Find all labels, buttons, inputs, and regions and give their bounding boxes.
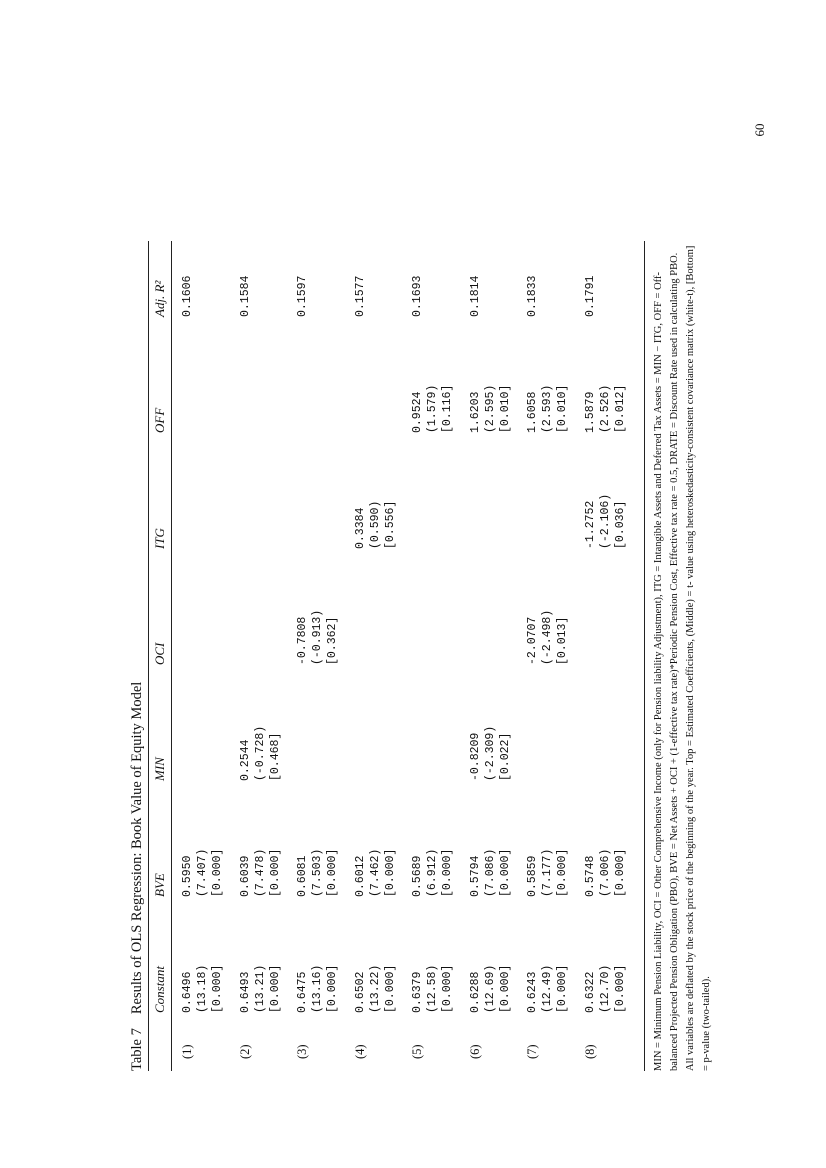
cell-itg <box>525 441 583 557</box>
coefficient: 0.5794 <box>468 855 482 897</box>
cell-bve <box>238 789 296 905</box>
p-value: [0.000] <box>268 964 282 1013</box>
cell-adj-r2 <box>180 241 238 325</box>
p-value: [0.000] <box>211 964 224 1013</box>
coefficient: 0.5748 <box>583 855 597 897</box>
row-id: (8) <box>582 1044 597 1059</box>
t-value: (-2.106) <box>598 493 612 549</box>
cell-min <box>468 673 526 789</box>
cell-itg <box>583 441 641 557</box>
cell-bve <box>180 789 238 905</box>
coefficient: 0.6502 <box>353 971 367 1013</box>
t-value: (2.595) <box>483 384 497 433</box>
t-value: (-0.913) <box>311 609 324 665</box>
t-value: (12.58) <box>426 964 439 1013</box>
coefficient: 1.6203 <box>468 391 482 433</box>
row-id: (2) <box>237 1044 252 1059</box>
table-row <box>468 241 526 1071</box>
p-value: [0.012] <box>613 384 627 433</box>
coefficient: -1.2752 <box>583 500 597 549</box>
p-value: [0.000] <box>326 964 339 1013</box>
header-min: MIN <box>152 757 167 781</box>
row-id: (6) <box>467 1044 482 1059</box>
cell-oci <box>353 557 411 673</box>
coefficient: 0.6496 <box>181 971 194 1013</box>
cell-constant <box>238 905 296 1021</box>
p-value: [0.556] <box>383 500 397 549</box>
p-value: [0.013] <box>556 616 569 665</box>
p-value: [0.000] <box>498 848 512 897</box>
p-value: [0.000] <box>613 964 627 1013</box>
cell-oci <box>468 557 526 673</box>
t-value: (-2.498) <box>541 609 554 665</box>
t-value: (7.407) <box>196 848 209 897</box>
coefficient: 0.1597 <box>296 275 309 317</box>
rotated-table-block <box>126 241 712 1071</box>
t-value: (12.49) <box>541 964 554 1013</box>
p-value: [0.000] <box>556 848 569 897</box>
cell-itg <box>180 441 238 557</box>
t-value: (2.593) <box>541 384 554 433</box>
p-value: [0.000] <box>556 964 569 1013</box>
t-value: (-0.728) <box>253 725 267 781</box>
cell-adj-r2 <box>410 241 468 325</box>
coefficient: 1.6058 <box>526 391 539 433</box>
coefficient: 0.2544 <box>238 739 252 781</box>
cell-min <box>180 673 238 789</box>
coefficient: 0.1577 <box>353 275 367 317</box>
p-value: [0.000] <box>383 848 397 897</box>
cell-constant <box>410 905 468 1021</box>
t-value: (7.462) <box>368 848 382 897</box>
cell-oci <box>525 557 583 673</box>
cell-off <box>468 325 526 441</box>
cell-itg <box>295 441 353 557</box>
table-caption <box>126 241 148 1071</box>
coefficient: 0.6322 <box>583 971 597 1013</box>
t-value: (13.18) <box>196 964 209 1013</box>
coefficient: 1.5879 <box>583 391 597 433</box>
coefficient: -0.7808 <box>296 616 309 665</box>
t-value: (13.16) <box>311 964 324 1013</box>
page-number: 60 <box>752 123 767 137</box>
header-itg: ITG <box>152 528 167 549</box>
cell-itg <box>353 441 411 557</box>
cell-oci <box>410 557 468 673</box>
cell-oci <box>180 557 238 673</box>
t-value: (7.086) <box>483 848 497 897</box>
p-value: [0.000] <box>441 964 454 1013</box>
cell-constant <box>353 905 411 1021</box>
table-notes <box>651 241 715 1071</box>
p-value: [0.022] <box>498 732 512 781</box>
coefficient: 0.1833 <box>526 275 539 317</box>
cell-off <box>180 325 238 441</box>
cell-bve <box>525 789 583 905</box>
header-adj-r2: Adj. R² <box>152 280 167 317</box>
p-value: [0.000] <box>498 964 512 1013</box>
coefficient: 0.5859 <box>526 855 539 897</box>
cell-min <box>525 673 583 789</box>
cell-off <box>238 325 296 441</box>
row-id: (4) <box>352 1044 367 1059</box>
cell-off <box>295 325 353 441</box>
t-value: (13.22) <box>368 964 382 1013</box>
t-value: (12.69) <box>483 964 497 1013</box>
t-value: (7.177) <box>541 848 554 897</box>
note-line: MIN − ITG, OFF = Off-balanced Projected Pension Obligation (PBO), BVE = Net Assets + OCI + (1-effective tax rate)*Periodic Pension Cost, Effective tax rate = 0.5, <box>653 272 680 1071</box>
t-value: (-2.309) <box>483 725 497 781</box>
cell-bve <box>583 789 641 905</box>
t-value: (7.478) <box>253 848 267 897</box>
row-id: (1) <box>180 1044 194 1059</box>
t-value: (1.579) <box>426 384 439 433</box>
cell-bve <box>468 789 526 905</box>
coefficient: 0.3384 <box>353 507 367 549</box>
bottom-rule <box>644 241 645 1071</box>
row-id: (7) <box>525 1044 539 1059</box>
table-body <box>172 241 644 1071</box>
p-value: [0.116] <box>441 384 454 433</box>
coefficient: 0.1584 <box>238 275 252 317</box>
table-label: Table 7 <box>129 1028 145 1071</box>
t-value: (13.21) <box>253 964 267 1013</box>
header-bve: BVE <box>152 873 167 897</box>
cell-min <box>238 673 296 789</box>
cell-constant <box>583 905 641 1021</box>
cell-min <box>353 673 411 789</box>
cell-off <box>525 325 583 441</box>
p-value: [0.010] <box>498 384 512 433</box>
t-value: (2.526) <box>598 384 612 433</box>
cell-constant <box>468 905 526 1021</box>
cell-adj-r2 <box>525 241 583 325</box>
cell-adj-r2 <box>468 241 526 325</box>
coefficient: 0.6081 <box>296 855 309 897</box>
cell-oci <box>583 557 641 673</box>
p-value: [0.010] <box>556 384 569 433</box>
row-id: (3) <box>295 1044 309 1059</box>
cell-bve <box>410 789 468 905</box>
cell-adj-r2 <box>353 241 411 325</box>
cell-constant <box>295 905 353 1021</box>
cell-off <box>583 325 641 441</box>
note-line: MIN = Minimum Pension Liability, OCI = Other Comprehensive Income (only for Pension liability Adjustment), ITG = Intangible Assets and Deferred Tax Assets = <box>653 377 664 1071</box>
p-value: [0.036] <box>613 500 627 549</box>
coefficient: 0.1814 <box>468 275 482 317</box>
table-row <box>583 241 641 1071</box>
coefficient: 0.5950 <box>181 855 194 897</box>
header-constant: Constant <box>152 966 167 1013</box>
coefficient: 0.1693 <box>411 275 424 317</box>
cell-adj-r2 <box>583 241 641 325</box>
t-value: (6.912) <box>426 848 439 897</box>
cell-adj-r2 <box>295 241 353 325</box>
p-value: [0.000] <box>326 848 339 897</box>
cell-bve <box>353 789 411 905</box>
coefficient: 0.1606 <box>181 275 194 317</box>
cell-itg <box>468 441 526 557</box>
t-value: (0.590) <box>368 500 382 549</box>
coefficient: 0.1791 <box>583 275 597 317</box>
cell-itg <box>410 441 468 557</box>
table-row <box>295 241 353 1071</box>
cell-constant <box>180 905 238 1021</box>
coefficient: 0.9524 <box>411 391 424 433</box>
cell-off <box>410 325 468 441</box>
coefficient: -2.0707 <box>526 616 539 665</box>
coefficient: 0.6012 <box>353 855 367 897</box>
p-value: [0.000] <box>613 848 627 897</box>
cell-min <box>295 673 353 789</box>
cell-constant <box>525 905 583 1021</box>
table-row <box>410 241 468 1071</box>
coefficient: 0.6039 <box>238 855 252 897</box>
header-off: OFF <box>152 407 167 433</box>
p-value: [0.000] <box>268 848 282 897</box>
note-line: value using heteroskedasticity-consistent covariance matrix (white-t), [Bottom] = p-value (two-tailed). <box>685 245 712 1071</box>
cell-bve <box>295 789 353 905</box>
coefficient: 0.6493 <box>238 971 252 1013</box>
coefficient: 0.6288 <box>468 971 482 1013</box>
table-row <box>353 241 411 1071</box>
cell-off <box>353 325 411 441</box>
cell-min <box>583 673 641 789</box>
cell-oci <box>238 557 296 673</box>
coefficient: 0.5689 <box>411 855 424 897</box>
t-value: (7.503) <box>311 848 324 897</box>
p-value: [0.362] <box>326 616 339 665</box>
t-value: (7.006) <box>598 848 612 897</box>
note-line: DRATE = Discount Rate used in calculating PBO. All variables are deflated by the stock price of the beginning of the year. Top = Estimated Coefficients, (Middle) = t- <box>669 252 696 1071</box>
row-id: (5) <box>410 1044 424 1059</box>
p-value: [0.000] <box>211 848 224 897</box>
coefficient: 0.6475 <box>296 971 309 1013</box>
table-row <box>525 241 583 1071</box>
coefficient: -0.8209 <box>468 732 482 781</box>
table-row <box>180 241 238 1071</box>
table-header <box>149 241 171 1071</box>
table-row <box>238 241 296 1071</box>
coefficient: 0.6243 <box>526 971 539 1013</box>
cell-itg <box>238 441 296 557</box>
cell-oci <box>295 557 353 673</box>
coefficient: 0.6379 <box>411 971 424 1013</box>
t-value: (12.70) <box>598 964 612 1013</box>
p-value: [0.000] <box>441 848 454 897</box>
p-value: [0.468] <box>268 732 282 781</box>
cell-adj-r2 <box>238 241 296 325</box>
header-oci: OCI <box>152 642 167 665</box>
table-title: Results of OLS Regression: Book Value of Equity Model <box>129 681 145 1015</box>
cell-min <box>410 673 468 789</box>
p-value: [0.000] <box>383 964 397 1013</box>
